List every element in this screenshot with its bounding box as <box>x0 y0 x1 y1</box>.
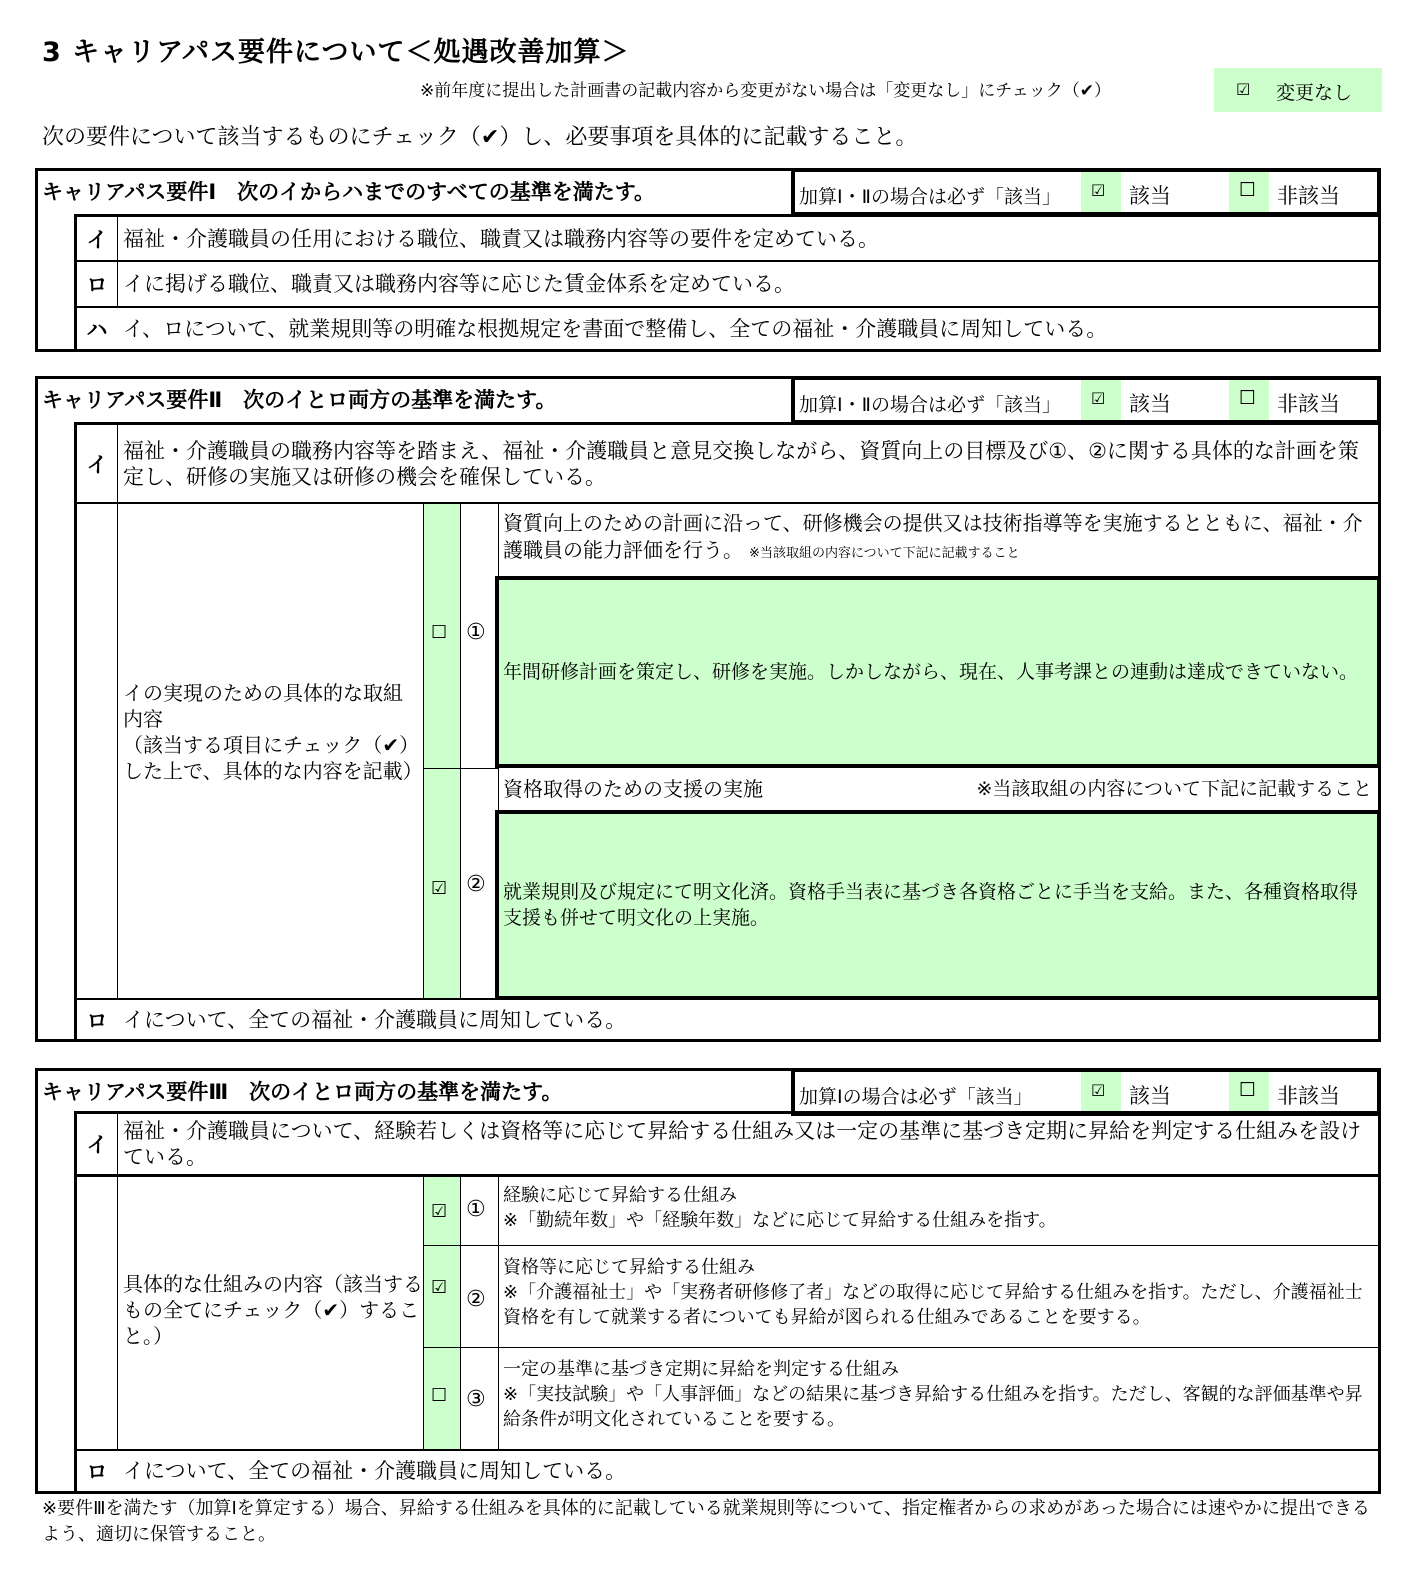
row-mark: ロ <box>86 1008 108 1033</box>
table-row <box>77 502 1381 998</box>
table-row <box>77 422 1381 502</box>
table-row <box>77 214 1381 260</box>
table-row <box>77 998 1381 1039</box>
no-change-note: ※前年度に提出した計画書の記載内容から変更がない場合は「変更なし」にチェック（✔） <box>420 81 1111 101</box>
row-mark: イ <box>77 1114 118 1174</box>
item-2-note: ※当該取組の内容について下記に記載すること <box>976 778 1372 800</box>
item-1-title: 経験に応じて昇給する仕組み <box>503 1185 737 1206</box>
item-2-desc: 資格取得のための支援の実施 <box>503 777 763 801</box>
item-2-number: ② <box>466 1287 486 1312</box>
instruction-text: 次の要件について該当するものにチェック（✔）し、必要事項を具体的に記載すること。 <box>42 125 918 150</box>
career-path-req-1 <box>35 168 1381 352</box>
not-applicable-checkbox[interactable]: ☐ <box>1239 387 1257 409</box>
item-3-title: 一定の基準に基づき定期に昇給を判定する仕組み <box>503 1359 899 1380</box>
item-2-checkbox[interactable]: ☑ <box>431 1277 448 1298</box>
item-1-checkbox[interactable]: ☐ <box>431 622 448 643</box>
item-1-desc: 資質向上のための計画に沿って、研修機会の提供又は技術指導等を実施するとともに、福祉・介護職員の能力評価を行う。 <box>503 511 1363 562</box>
item-1-number: ① <box>466 620 486 645</box>
item-2-number: ② <box>466 872 486 897</box>
kasan-label: 加算Ⅰ・Ⅱの場合は必ず「該当」 <box>799 394 1061 416</box>
not-applicable-label: 非該当 <box>1277 1084 1340 1108</box>
row-text: 福祉・介護職員について、経験若しくは資格等に応じて昇給する仕組み又は一定の基準に基づき定期に昇給を判定する仕組みを設けている。 <box>123 1119 1362 1169</box>
item-1-desc: ※「勤続年数」や「経験年数」などに応じて昇給する仕組みを指す。 <box>503 1210 1057 1231</box>
kasan-selector <box>791 168 1381 216</box>
applicable-label: 該当 <box>1129 184 1171 208</box>
not-applicable-checkbox[interactable]: ☐ <box>1239 179 1257 201</box>
section-heading: キャリアパス要件Ⅲ 次のイとロ両方の基準を満たす。 <box>42 1080 563 1104</box>
item-1-input[interactable]: 年間研修計画を策定し、研修を実施。しかしながら、現在、人事考課との連動は達成できていない。 <box>495 576 1381 768</box>
approach-label: イの実現のための具体的な取組内容 （該当する項目にチェック（✔）した上で、具体的な内容を記載） <box>123 681 423 783</box>
applicable-checkbox[interactable]: ☑ <box>1091 389 1106 408</box>
kasan-label: 加算Ⅰ・Ⅱの場合は必ず「該当」 <box>799 186 1061 208</box>
table-row <box>77 260 1381 306</box>
applicable-checkbox[interactable]: ☑ <box>1091 1081 1106 1100</box>
item-3-number: ③ <box>466 1387 486 1412</box>
page-title: 3 キャリアパス要件について＜処遇改善加算＞ <box>42 37 630 68</box>
item-2-desc: ※「介護福祉士」や「実務者研修修了者」などの取得に応じて昇給する仕組みを指す。ただし、介護福祉士資格を有して就業する者についても昇給が図られる仕組みであることを要する。 <box>503 1282 1363 1328</box>
kasan-selector <box>791 376 1381 424</box>
mechanism-label: 具体的な仕組みの内容（該当するもの全てにチェック（✔）すること。） <box>123 1272 423 1348</box>
applicable-label: 該当 <box>1129 1084 1171 1108</box>
item-1-number: ① <box>466 1197 486 1222</box>
row-text: イ、ロについて、就業規則等の明確な根拠規定を書面で整備し、全ての福祉・介護職員に周知している。 <box>123 316 1108 341</box>
item-3-checkbox[interactable]: ☐ <box>431 1385 448 1406</box>
item-2-checkbox[interactable]: ☑ <box>431 878 448 899</box>
row-mark: イ <box>77 217 118 260</box>
kasan-selector <box>791 1068 1381 1116</box>
table-row <box>77 1449 1381 1491</box>
table-row <box>77 1111 1381 1177</box>
row-text: イについて、全ての福祉・介護職員に周知している。 <box>123 1007 627 1032</box>
row-mark: ハ <box>86 317 108 342</box>
item-3-desc: ※「実技試験」や「人事評価」などの結果に基づき昇給する仕組みを指す。ただし、客観的な評価基準や昇給条件が明文化されていることを要する。 <box>503 1384 1363 1430</box>
item-1-note: ※当該取組の内容について下記に記載すること <box>749 546 1020 561</box>
row-text: 福祉・介護職員の任用における職位、職責又は職務内容等の要件を定めている。 <box>123 226 879 251</box>
item-2-input[interactable]: 就業規則及び規定にて明文化済。資格手当表に基づき各資格ごとに手当を支給。また、各種資格取得支援も併せて明文化の上実施。 <box>495 810 1381 1000</box>
not-applicable-label: 非該当 <box>1277 392 1340 416</box>
table-row <box>77 1177 1381 1449</box>
not-applicable-label: 非該当 <box>1277 184 1340 208</box>
row-text: イに掲げる職位、職責又は職務内容等に応じた賃金体系を定めている。 <box>123 272 795 296</box>
row-text: 福祉・介護職員の職務内容等を踏まえ、福祉・介護職員と意見交換しながら、資質向上の目標及び①、②に関する具体的な計画を策定し、研修の実施又は研修の機会を確保している。 <box>123 438 1359 489</box>
footer-note: ※要件Ⅲを満たす（加算Ⅰを算定する）場合、昇給する仕組みを具体的に記載している就業規則等について、指定権者からの求めがあった場合には速やかに提出できるよう、適切に保管すること。 <box>42 1498 1370 1545</box>
applicable-label: 該当 <box>1129 392 1171 416</box>
row-mark: ロ <box>86 1460 108 1484</box>
table-row <box>77 306 1381 349</box>
section-heading: キャリアパス要件Ⅱ 次のイとロ両方の基準を満たす。 <box>42 388 557 412</box>
career-path-req-2 <box>35 376 1381 1042</box>
kasan-label: 加算Ⅰの場合は必ず「該当」 <box>799 1086 1033 1108</box>
no-change-checkbox[interactable]: ☑ <box>1236 80 1251 99</box>
row-text: イについて、全ての福祉・介護職員に周知している。 <box>123 1459 627 1483</box>
section-heading: キャリアパス要件Ⅰ 次のイからハまでのすべての基準を満たす。 <box>42 180 656 204</box>
row-mark: ロ <box>77 262 118 306</box>
item-1-checkbox[interactable]: ☑ <box>431 1201 448 1222</box>
career-path-req-3 <box>35 1068 1381 1494</box>
item-2-title: 資格等に応じて昇給する仕組み <box>503 1257 755 1278</box>
no-change-label: 変更なし <box>1276 82 1353 104</box>
not-applicable-checkbox[interactable]: ☐ <box>1239 1079 1257 1101</box>
applicable-checkbox[interactable]: ☑ <box>1091 181 1106 200</box>
row-mark: イ <box>77 425 118 502</box>
